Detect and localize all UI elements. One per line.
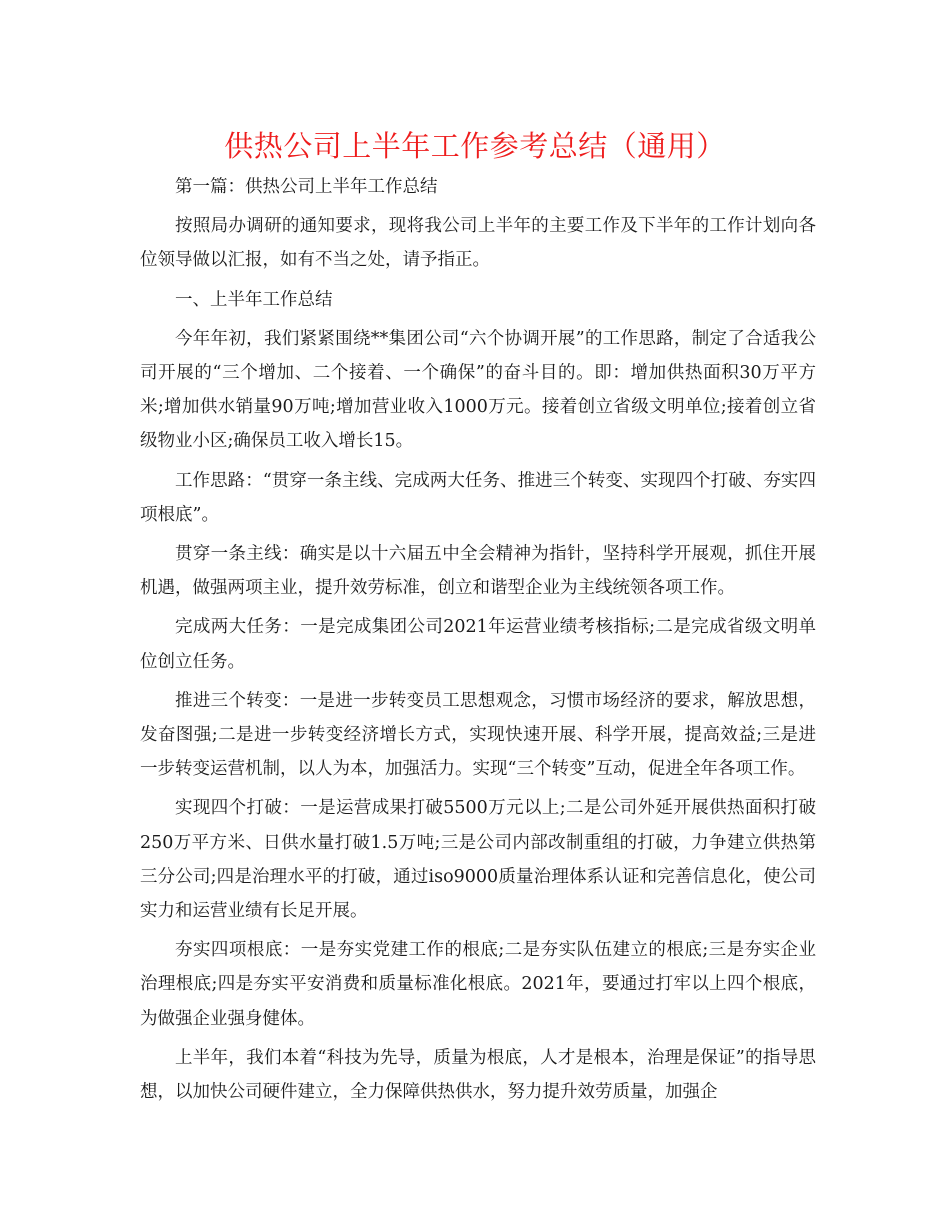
paragraph-main-line: 贯穿一条主线：确实是以十六届五中全会精神为指针，坚持科学开展观，抓住开展机遇，做强两项主业，提升效劳标准，创立和谐型企业为主线统领各项工作。 <box>140 544 816 599</box>
paragraph-two-tasks: 完成两大任务：一是完成集团公司2021年运营业绩考核指标;二是完成省级文明单位创立任务。 <box>140 617 816 672</box>
paragraph-first-half-review: 上半年，我们本着“科技为先导，质量为根底，人才是根本，治理是保证”的指导思想，以加快公司硬件建立，全力保障供热供水，努力提升效劳质量，加强企 <box>140 1047 816 1103</box>
paragraph-four-breakthroughs: 实现四个打破：一是运营成果打破5500万元以上;二是公司外延开展供热面积打破250万平方米、日供水量打破1.5万吨;三是公司内部改制重组的打破，力争建立供热第三分公司;四是治理水平的打破，通过iso9000质量治理体系认证和完善信息化，使公司实力和运营业绩有长足开展。 <box>140 798 816 922</box>
document-title: 供热公司上半年工作参考总结（通用） <box>224 129 726 163</box>
document-body <box>140 170 816 1114</box>
section-heading-part-one: 第一篇：供热公司上半年工作总结 <box>175 177 438 197</box>
section-heading-first-half-summary: 一、上半年工作总结 <box>175 289 333 310</box>
paragraph-annual-goals: 今年年初，我们紧紧围绕**集团公司“六个协调开展”的工作思路，制定了合适我公司开展的“三个增加、二个接着、一个确保”的奋斗目的。即：增加供热面积30万平方米;增加供水销量90万吨;增加营业收入1000万元。接着创立省级文明单位;接着创立省级物业小区;确保员工收入增长15。 <box>140 328 816 452</box>
paragraph-four-foundations: 夯实四项根底：一是夯实党建工作的根底;二是夯实队伍建立的根底;三是夯实企业治理根底;四是夯实平安消费和质量标准化根底。2021年，要通过打牢以上四个根底，为做强企业强身健体。 <box>140 940 816 1029</box>
paragraph-work-approach: 工作思路：“贯穿一条主线、完成两大任务、推进三个转变、实现四个打破、夯实四项根底”。 <box>140 470 816 525</box>
paragraph-three-transformations: 推进三个转变：一是进一步转变员工思想观念，习惯市场经济的要求，解放思想，发奋图强;二是进一步转变经济增长方式，实现快速开展、科学开展，提高效益;三是进一步转变运营机制，以人为本，加强活力。实现“三个转变”互动，促进全年各项工作。 <box>140 690 816 780</box>
paragraph-intro: 按照局办调研的通知要求，现将我公司上半年的主要工作及下半年的工作计划向各位领导做以汇报，如有不当之处，请予指正。 <box>140 216 816 271</box>
